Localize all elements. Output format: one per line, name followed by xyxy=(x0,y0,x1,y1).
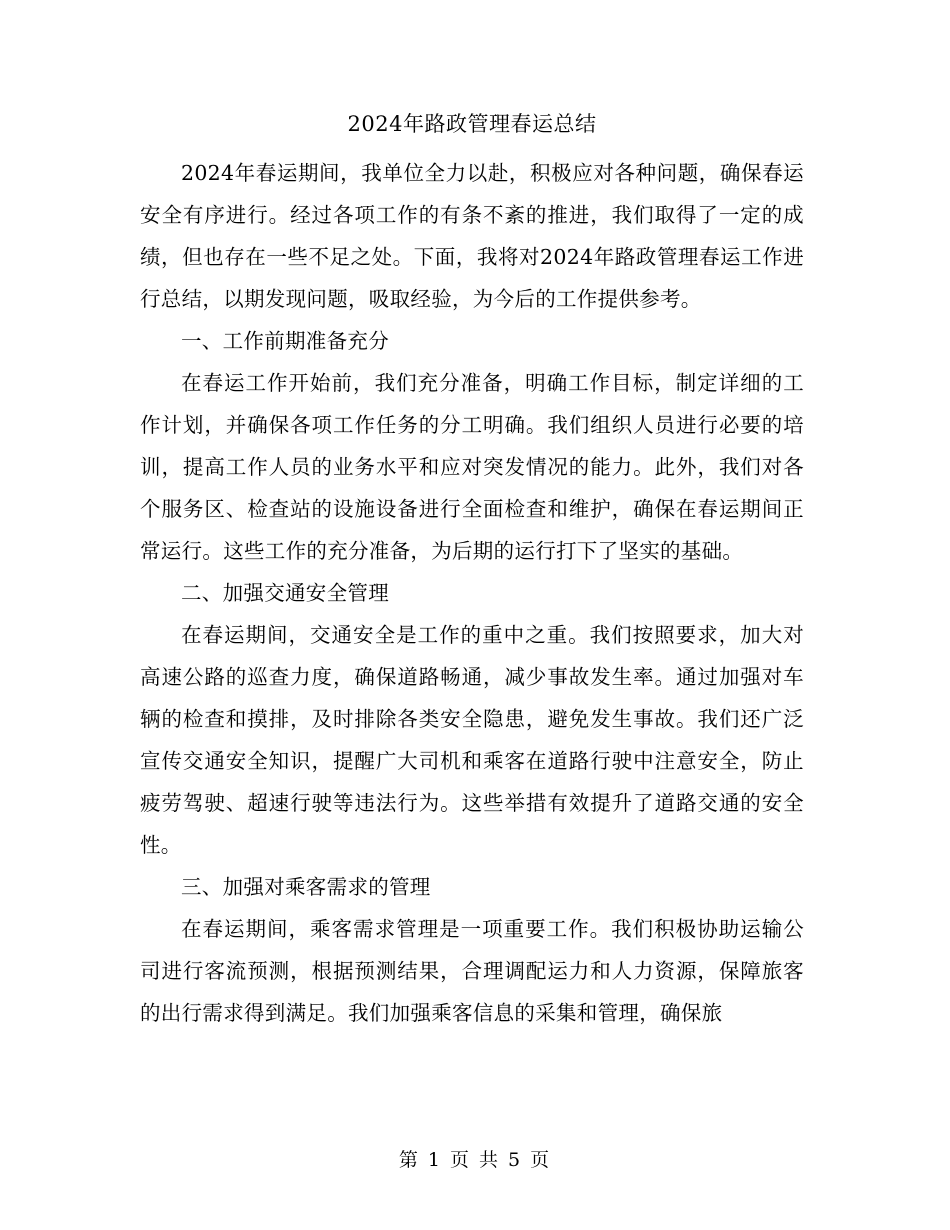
section-heading-preparation: 一、工作前期准备充分 xyxy=(181,329,389,353)
intro-paragraph: 2024年春运期间，我单位全力以赴，积极应对各种问题，确保春运安全有序进行。经过各项工作的有条不紊的推进，我们取得了一定的成绩，但也存在一些不足之处。下面，我将对2024年路政管理春运工作进行总结，以期发现问题，吸取经验，为今后的工作提供参考。 xyxy=(140,161,804,311)
page-number-footer: 第 1 页 共 5 页 xyxy=(398,1149,552,1171)
section-paragraph-preparation: 在春运工作开始前，我们充分准备，明确工作目标，制定详细的工作计划，并确保各项工作任务的分工明确。我们组织人员进行必要的培训，提高工作人员的业务水平和应对突发情况的能力。此外，我们对各个服务区、检查站的设施设备进行全面检查和维护，确保在春运期间正常运行。这些工作的充分准备，为后期的运行打下了坚实的基础。 xyxy=(140,371,804,563)
document-title: 2024年路政管理春运总结 xyxy=(347,112,597,136)
section-heading-passenger-demand: 三、加强对乘客需求的管理 xyxy=(181,875,431,899)
section-paragraph-traffic-safety: 在春运期间，交通安全是工作的重中之重。我们按照要求，加大对高速公路的巡查力度，确保道路畅通，减少事故发生率。通过加强对车辆的检查和摸排，及时排除各类安全隐患，避免发生事故。我们还广泛宣传交通安全知识，提醒广大司机和乘客在道路行驶中注意安全，防止疲劳驾驶、超速行驶等违法行为。这些举措有效提升了道路交通的安全性。 xyxy=(140,623,804,857)
document-body xyxy=(140,98,804,1034)
section-paragraph-passenger-demand: 在春运期间，乘客需求管理是一项重要工作。我们积极协助运输公司进行客流预测，根据预测结果，合理调配运力和人力资源，保障旅客的出行需求得到满足。我们加强乘客信息的采集和管理，确保旅 xyxy=(140,917,804,1025)
section-heading-traffic-safety: 二、加强交通安全管理 xyxy=(181,581,389,605)
